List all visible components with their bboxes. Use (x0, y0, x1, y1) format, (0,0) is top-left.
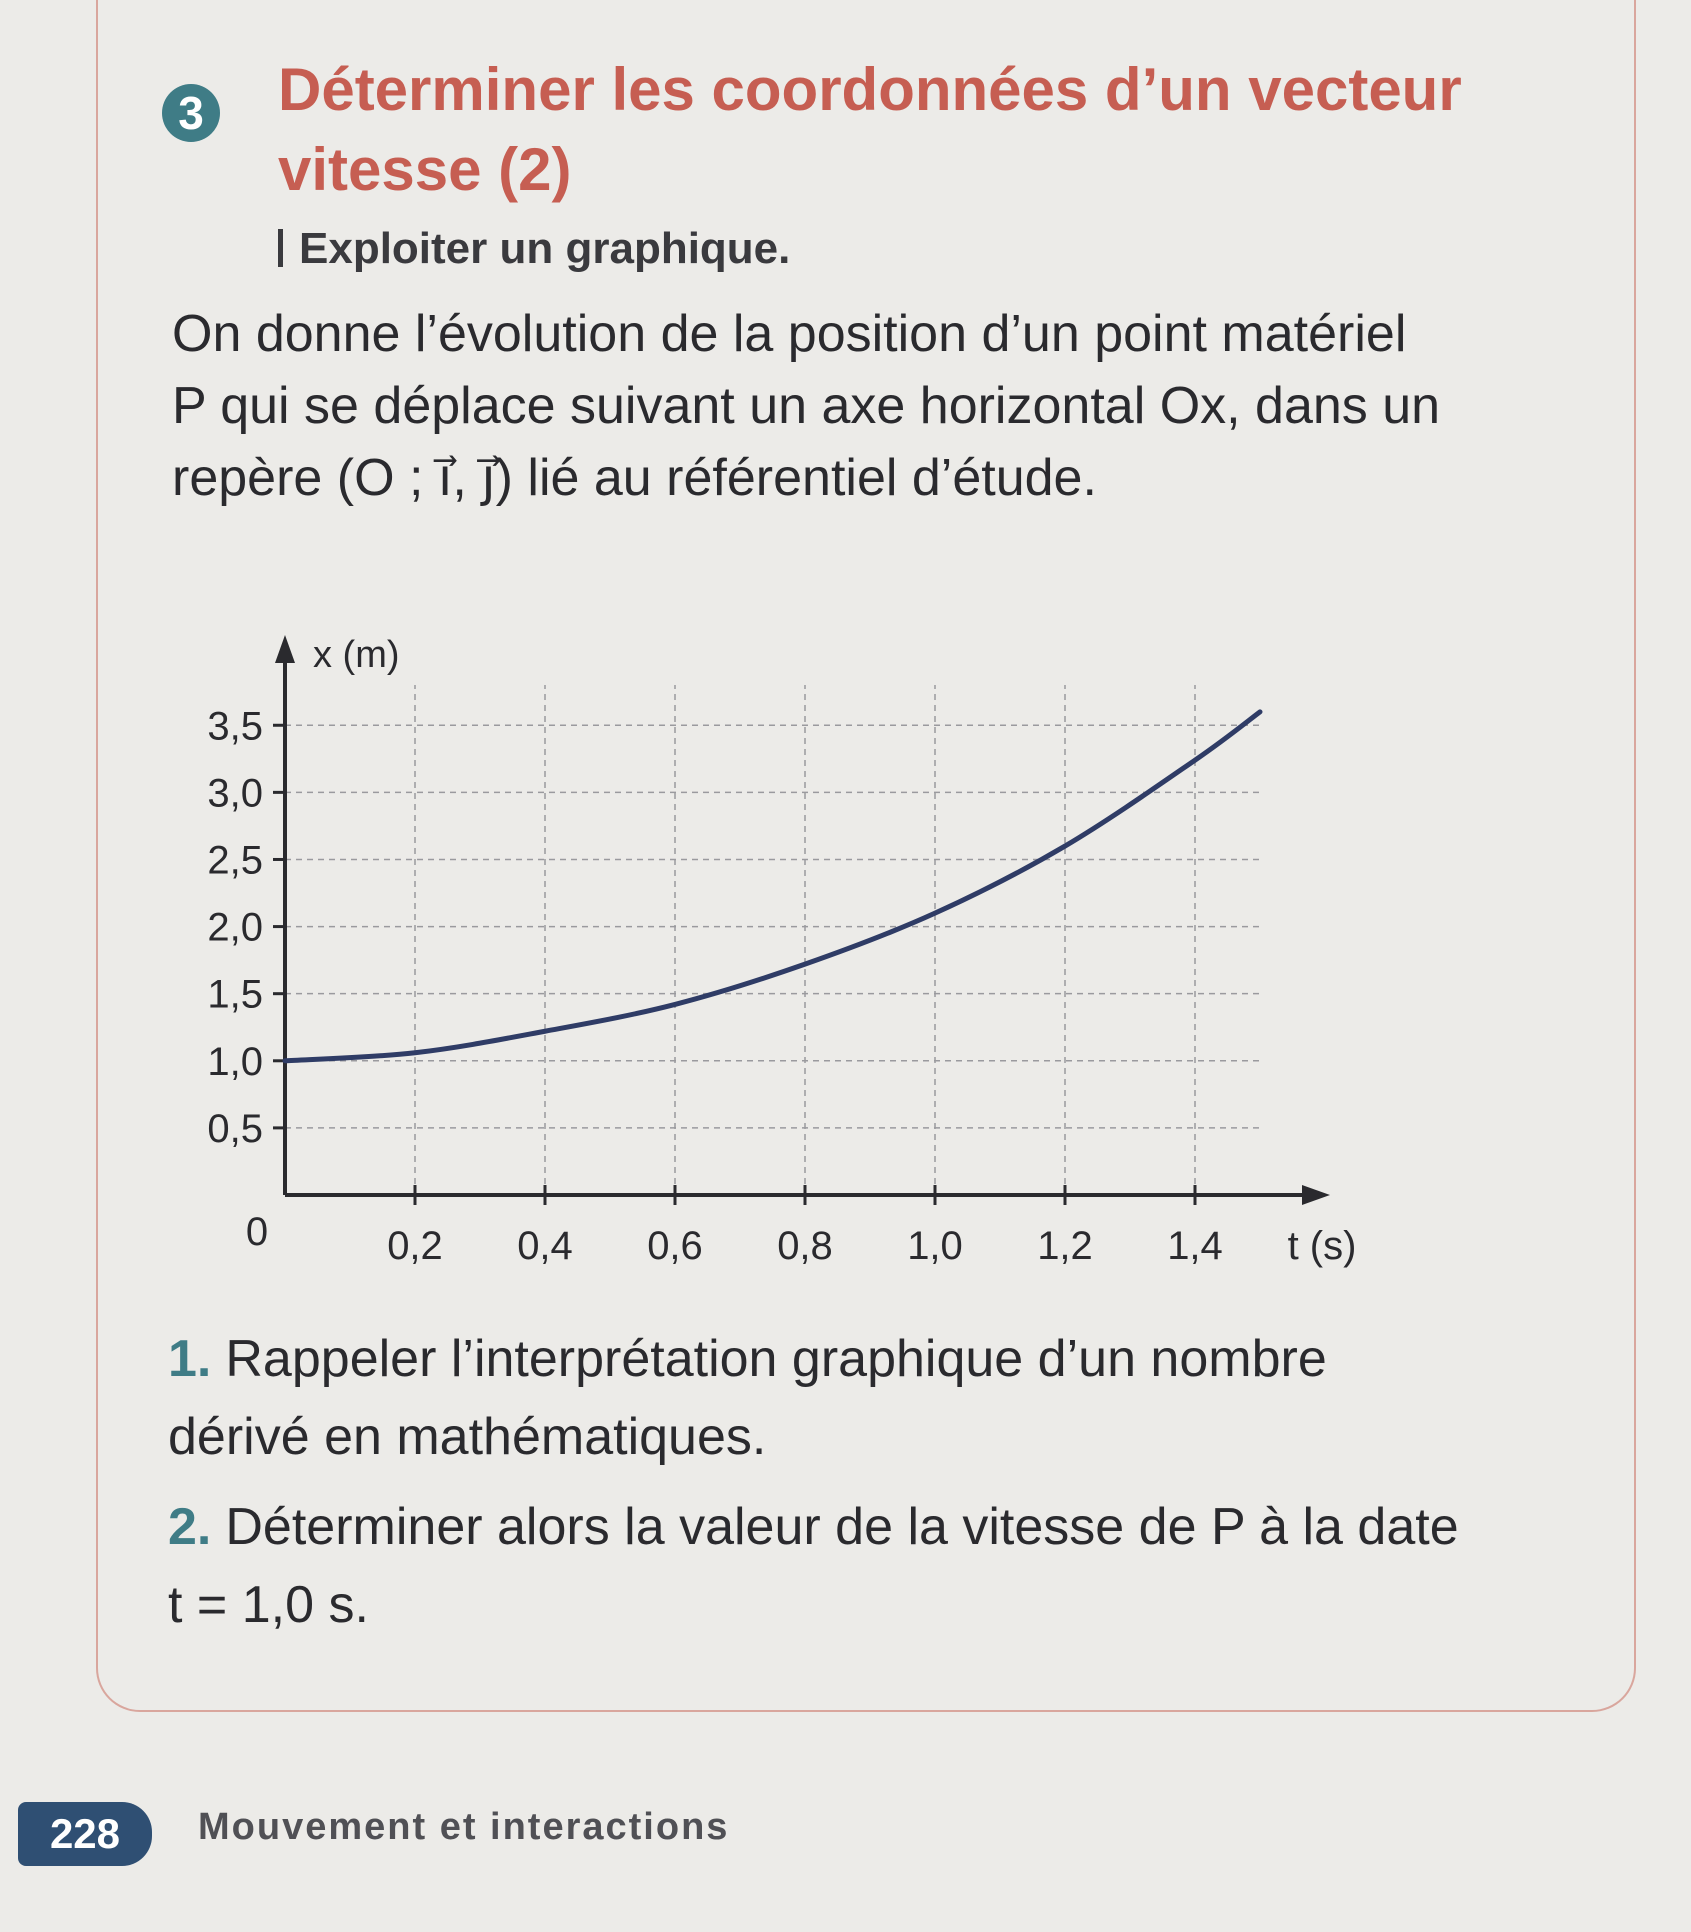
y-tick-label: 3,5 (207, 704, 263, 749)
skill-bar (278, 229, 283, 267)
intro-line: On donne l’évolution de la position d’un point matériel (172, 305, 1407, 363)
x-tick-label: 1,4 (1167, 1224, 1223, 1268)
exercise-title-line: Déterminer les coordonnées d’un vecteur (278, 56, 1462, 123)
y-tick-label: 0,5 (207, 1106, 263, 1151)
chapter-title: Mouvement et interactions (198, 1806, 730, 1848)
y-tick-label: 1,0 (207, 1039, 263, 1084)
exercise-title-line: vitesse (2) (278, 136, 572, 203)
intro-line: P qui se déplace suivant un axe horizontal Ox, dans un (172, 377, 1441, 435)
question-1 (168, 1320, 1588, 1476)
x-tick-label: 0,8 (777, 1224, 833, 1268)
question-text: Déterminer alors la valeur de la vitesse de P à la date (225, 1498, 1459, 1556)
x-tick-label: 0,2 (387, 1224, 443, 1268)
chart-svg (150, 560, 1550, 1280)
page-number: 228 (18, 1802, 152, 1866)
intro-line: repère (O ; i⃗, j⃗) lié au référentiel d’étude. (172, 449, 1097, 507)
series-line (285, 712, 1260, 1061)
x-tick-label: 0,4 (517, 1224, 573, 1268)
position-chart (150, 560, 1550, 1280)
y-tick-label: 2,5 (207, 838, 263, 883)
x-tick-label: 1,0 (907, 1224, 963, 1268)
origin-label: 0 (245, 1210, 269, 1254)
x-axis-arrow (1302, 1185, 1330, 1205)
y-tick-label: 2,0 (207, 905, 263, 950)
exercise-number-badge: 3 (162, 84, 220, 142)
x-tick-label: 0,6 (647, 1224, 703, 1268)
question-text: t = 1,0 s. (168, 1576, 369, 1634)
y-axis-arrow (275, 635, 295, 663)
y-tick-label: 3,0 (207, 771, 263, 816)
skill-label (278, 224, 790, 274)
x-tick-label: 1,2 (1037, 1224, 1093, 1268)
question-number: 2. (168, 1498, 212, 1556)
question-text: Rappeler l’interprétation graphique d’un nombre (225, 1330, 1327, 1388)
question-text: dérivé en mathématiques. (168, 1408, 767, 1466)
x-axis-label: t (s) (1287, 1224, 1357, 1268)
intro-text (172, 298, 1572, 514)
exercise-title (278, 50, 1518, 210)
skill-text: Exploiter un graphique. (299, 224, 791, 273)
y-tick-label: 1,5 (207, 972, 263, 1017)
question-number: 1. (168, 1330, 212, 1388)
question-2 (168, 1488, 1588, 1644)
y-axis-label: x (m) (313, 634, 400, 676)
